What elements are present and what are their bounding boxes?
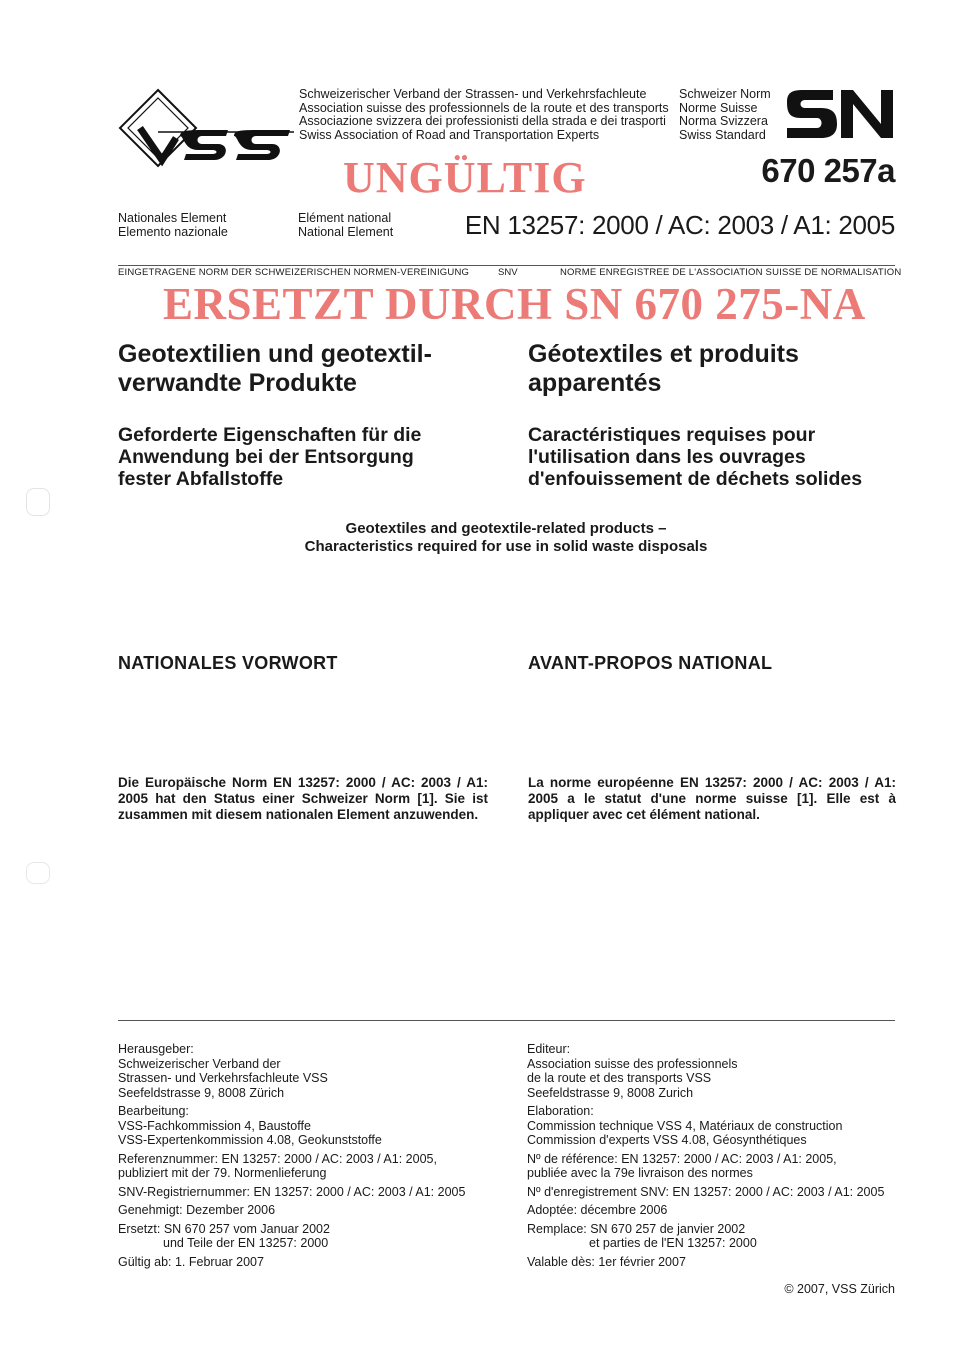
subtitle-de-line: Anwendung bei der Entsorgung (118, 446, 414, 468)
subtitle-fr-line: Caractéristiques requises pour (528, 424, 816, 446)
replaces-line: und Teile der EN 13257: 2000 (163, 1236, 329, 1250)
imprint-fr (527, 1042, 927, 1273)
publisher-line: Seefeldstrasse 9, 8008 Zürich (118, 1085, 285, 1100)
registered-norm-de: EINGETRAGENE NORM DER SCHWEIZERISCHEN NORMEN-VEREINIGUNG (118, 267, 470, 278)
standard-name-de: Schweizer Norm (679, 87, 771, 101)
reference-line: publiziert mit der 79. Normenlieferung (118, 1166, 327, 1180)
organization-names (299, 88, 669, 142)
subtitle-fr (528, 424, 908, 490)
valid-from: Valable dès: 1er février 2007 (527, 1254, 686, 1269)
en-reference: EN 13257: 2000 / AC: 2003 / A1: 2005 (464, 210, 895, 240)
national-element-label-fr: Elément national (298, 211, 392, 225)
snv-number: SNV-Registriernummer: EN 13257: 2000 / AC: 2003 / A1: 2005 (118, 1184, 466, 1199)
org-name-fr: Association suisse des professionnels de la route et des transports (299, 100, 669, 115)
foreword-heading-fr: AVANT-PROPOS NATIONAL (528, 653, 773, 673)
replaced-by-stamp: ERSETZT DURCH SN 670 275-NA (163, 279, 866, 329)
title-de (118, 340, 508, 398)
standard-number: 670 257a (761, 152, 895, 189)
scan-mark (26, 488, 50, 516)
subtitle-fr-line: l'utilisation dans les ouvrages (528, 446, 806, 468)
vss-logo (118, 88, 294, 170)
copyright: © 2007, VSS Zürich (784, 1282, 895, 1296)
editing-line: Commission technique VSS 4, Matériaux de construction (527, 1118, 843, 1133)
title-fr-line: apparentés (528, 369, 662, 397)
publisher-line: Strassen- und Verkehrsfachleute VSS (118, 1071, 328, 1085)
replaces-line: Ersetzt: SN 670 257 vom Januar 2002 (118, 1221, 330, 1236)
national-element-label-de: Nationales Element (118, 211, 227, 225)
national-element-label-en: National Element (298, 224, 394, 239)
standard-name-fr: Norme Suisse (679, 100, 758, 115)
reference-line: Referenznummer: EN 13257: 2000 / AC: 2003 / A1: 2005, (118, 1151, 437, 1166)
title-de-line: verwandte Produkte (118, 369, 357, 397)
standard-name-en: Swiss Standard (679, 127, 766, 142)
foreword-text-fr: La norme européenne EN 13257: 2000 / AC: 2003 / A1: 2005 a le statut d'une norme suisse [1]. Elle est à appliquer avec cet élément national. (528, 775, 896, 822)
title-en (200, 520, 812, 556)
national-element-fr (298, 212, 393, 239)
editing-line: Commission d'experts VSS 4.08, Géosynthétiques (527, 1133, 807, 1147)
national-element-de (118, 212, 228, 239)
registered-norm-fr: NORME ENREGISTREE DE L'ASSOCIATION SUISSE DE NORMALISATION (560, 267, 902, 278)
editing-line: VSS-Expertenkommission 4.08, Geokunststoffe (118, 1133, 382, 1147)
title-en-line: Characteristics required for use in solid waste disposals (304, 538, 708, 555)
org-name-en: Swiss Association of Road and Transportation Experts (299, 127, 600, 142)
reference-line: publiée avec la 79e livraison des normes (527, 1166, 753, 1180)
subtitle-de-line: fester Abfallstoffe (118, 468, 284, 490)
valid-from: Gültig ab: 1. Februar 2007 (118, 1254, 264, 1269)
editing-line: VSS-Fachkommission 4, Baustoffe (118, 1118, 311, 1133)
title-fr-line: Géotextiles et produits (528, 340, 799, 368)
publisher-label: Editeur: (527, 1042, 571, 1056)
publisher-label: Herausgeber: (118, 1042, 194, 1056)
foreword-text-de: Die Europäische Norm EN 13257: 2000 / AC: 2003 / A1: 2005 hat den Status einer Schweizer Norm [1]. Sie ist zusammen mit diesem nationalen Element anzuwenden. (118, 775, 488, 822)
title-de-line: Geotextilien und geotextil- (118, 340, 432, 368)
standard-type-names (679, 88, 771, 142)
editing-label: Bearbeitung: (118, 1104, 189, 1118)
title-en-line: Geotextiles and geotextile-related products – (345, 520, 667, 537)
replaces-line: Remplace: SN 670 257 de janvier 2002 (527, 1221, 746, 1236)
publisher-line: de la route et des transports VSS (527, 1071, 712, 1085)
editing-label: Elaboration: (527, 1104, 594, 1118)
registered-norm-snv: SNV (498, 267, 518, 278)
publisher-line: Seefeldstrasse 9, 8008 Zurich (527, 1085, 694, 1100)
title-fr (528, 340, 908, 398)
publisher-line: Schweizerischer Verband der (118, 1056, 281, 1071)
approved-date: Genehmigt: Dezember 2006 (118, 1203, 276, 1217)
org-name-it: Associazione svizzera dei professionisti della strada e dei trasporti (299, 114, 666, 128)
sn-logo (783, 88, 895, 140)
publisher-line: Association suisse des professionnels (527, 1056, 738, 1071)
header-divider (118, 265, 895, 266)
footer-divider (118, 1020, 895, 1021)
foreword-heading-de: NATIONALES VORWORT (118, 653, 338, 673)
imprint-de (118, 1042, 508, 1273)
replaces-line: et parties de l'EN 13257: 2000 (589, 1236, 757, 1250)
reference-line: Nº de référence: EN 13257: 2000 / AC: 2003 / A1: 2005, (527, 1151, 837, 1166)
invalid-stamp: UNGÜLTIG (343, 153, 587, 202)
national-element-label-it: Elemento nazionale (118, 224, 228, 239)
subtitle-fr-line: d'enfouissement de déchets solides (528, 468, 863, 490)
subtitle-de-line: Geforderte Eigenschaften für die (118, 424, 422, 446)
org-name-de: Schweizerischer Verband der Strassen- und Verkehrsfachleute (299, 87, 647, 101)
subtitle-de (118, 424, 508, 490)
approved-date: Adoptée: décembre 2006 (527, 1203, 668, 1217)
snv-number: Nº d'enregistrement SNV: EN 13257: 2000 / AC: 2003 / A1: 2005 (527, 1184, 885, 1199)
scan-mark (26, 862, 50, 884)
standard-name-it: Norma Svizzera (679, 114, 768, 128)
